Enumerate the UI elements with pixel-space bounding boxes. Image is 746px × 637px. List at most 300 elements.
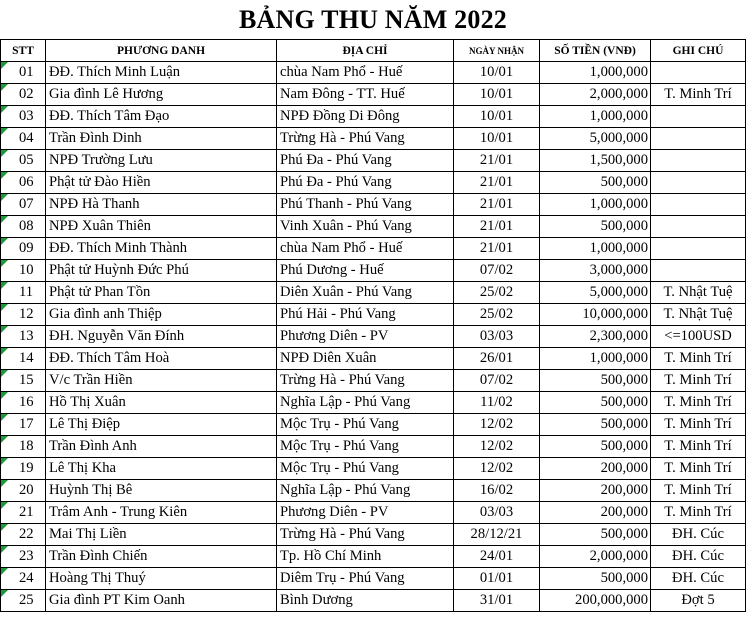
cell-name[interactable] [46,524,277,546]
cell-amount[interactable] [540,128,651,150]
cell-name[interactable] [46,392,277,414]
cell-name[interactable] [46,194,277,216]
cell-date[interactable] [454,260,540,282]
cell-date[interactable] [454,326,540,348]
cell-note-text: T. Minh Trí [664,86,732,102]
table-row [1,62,746,84]
cell-date-text: 21/01 [479,152,514,168]
cell-stt-text: 16 [19,394,34,410]
cell-amount-text: 200,000 [600,460,648,476]
cell-stt[interactable] [1,106,46,128]
cell-amount[interactable] [540,480,651,502]
cell-amount[interactable] [540,216,651,238]
cell-name[interactable] [46,502,277,524]
cell-address[interactable] [277,84,454,106]
cell-stt[interactable] [1,502,46,524]
cell-note[interactable] [651,370,746,392]
cell-amount-text: 3,000,000 [589,262,648,278]
cell-stt-text: 02 [19,86,34,102]
cell-date-text: 10/01 [479,86,514,102]
cell-address[interactable] [277,414,454,436]
header-date[interactable]: NGÀY NHẬN [454,40,540,62]
cell-amount-text: 2,000,000 [589,548,648,564]
table-row [1,150,746,172]
cell-date[interactable] [454,524,540,546]
cell-note-text: <=100USD [664,328,732,344]
cell-stt-text: 12 [19,306,34,322]
cell-stt-text: 25 [19,592,34,608]
cell-date[interactable] [454,106,540,128]
cell-stt[interactable] [1,150,46,172]
cell-date-text: 21/01 [479,240,514,256]
cell-amount[interactable] [540,326,651,348]
cell-stt[interactable] [1,392,46,414]
cell-stt[interactable] [1,480,46,502]
number-as-text-warning-icon [1,150,8,157]
cell-date-text: 31/01 [479,592,514,608]
cell-name-text: Phật tử Đào Hiền [49,174,151,190]
cell-name-text: Trần Đình Chiến [49,548,148,564]
cell-address[interactable] [277,502,454,524]
cell-date[interactable] [454,480,540,502]
cell-amount-text: 2,300,000 [589,328,648,344]
cell-note[interactable] [651,458,746,480]
cell-date-text: 25/02 [479,306,514,322]
cell-name-text: NPĐ Xuân Thiên [49,218,151,234]
cell-amount[interactable] [540,524,651,546]
number-as-text-warning-icon [1,84,8,91]
cell-note[interactable] [651,62,746,84]
cell-date[interactable] [454,62,540,84]
cell-note[interactable] [651,238,746,260]
cell-amount[interactable] [540,282,651,304]
cell-stt[interactable] [1,590,46,612]
cell-date-text: 12/02 [479,438,514,454]
cell-name-text: Hồ Thị Xuân [49,394,126,410]
number-as-text-warning-icon [1,458,8,465]
cell-name-text: Gia đình anh Thiệp [49,306,162,322]
cell-address-text: Phú Thanh - Phú Vang [280,196,412,212]
cell-stt-text: 15 [19,372,34,388]
cell-stt[interactable] [1,282,46,304]
cell-address-text: Phú Dương - Huế [280,262,384,278]
cell-date-text: 01/01 [479,570,514,586]
cell-amount[interactable] [540,150,651,172]
cell-address[interactable] [277,128,454,150]
cell-date[interactable] [454,370,540,392]
number-as-text-warning-icon [1,172,8,179]
number-as-text-warning-icon [1,502,8,509]
cell-address[interactable] [277,106,454,128]
cell-stt[interactable] [1,458,46,480]
cell-note[interactable] [651,194,746,216]
cell-date[interactable] [454,458,540,480]
cell-note[interactable] [651,106,746,128]
cell-amount[interactable] [540,106,651,128]
cell-stt[interactable] [1,414,46,436]
cell-amount[interactable] [540,370,651,392]
cell-date-text: 07/02 [479,372,514,388]
cell-amount[interactable] [540,260,651,282]
cell-date[interactable] [454,194,540,216]
number-as-text-warning-icon [1,238,8,245]
cell-address[interactable] [277,590,454,612]
number-as-text-warning-icon [1,106,8,113]
number-as-text-warning-icon [1,524,8,531]
table-row [1,458,746,480]
cell-amount-text: 10,000,000 [582,306,648,322]
cell-address-text: chùa Nam Phổ - Huế [280,240,403,256]
cell-stt-text: 23 [19,548,34,564]
header-note[interactable]: GHI CHÚ [651,40,746,62]
cell-note[interactable] [651,304,746,326]
table-body [1,62,746,612]
table-row [1,348,746,370]
cell-amount-text: 1,000,000 [589,64,648,80]
cell-date-text: 28/12/21 [470,526,523,542]
number-as-text-warning-icon [1,436,8,443]
cell-name[interactable] [46,128,277,150]
number-as-text-warning-icon [1,480,8,487]
cell-amount-text: 500,000 [600,416,648,432]
cell-stt[interactable] [1,62,46,84]
cell-note[interactable] [651,282,746,304]
cell-note[interactable] [651,392,746,414]
cell-amount-text: 500,000 [600,174,648,190]
cell-address-text: Diêm Trụ - Phú Vang [280,570,405,586]
cell-note-text: T. Minh Trí [664,482,732,498]
number-as-text-warning-icon [1,62,8,69]
cell-name[interactable] [46,348,277,370]
table-row [1,502,746,524]
number-as-text-warning-icon [1,370,8,377]
header-name[interactable]: PHƯƠNG DANH [46,40,277,62]
cell-amount-text: 200,000,000 [575,592,648,608]
cell-stt[interactable] [1,568,46,590]
cell-date-text: 21/01 [479,196,514,212]
number-as-text-warning-icon [1,194,8,201]
cell-address[interactable] [277,436,454,458]
table-row [1,568,746,590]
number-as-text-warning-icon [1,392,8,399]
cell-name-text: Gia đình PT Kim Oanh [49,592,185,608]
cell-amount-text: 5,000,000 [589,130,648,146]
cell-stt[interactable] [1,84,46,106]
cell-stt-text: 22 [19,526,34,542]
cell-name[interactable] [46,216,277,238]
cell-name-text: Mai Thị Liền [49,526,127,542]
cell-amount-text: 2,000,000 [589,86,648,102]
cell-date[interactable] [454,436,540,458]
cell-amount-text: 5,000,000 [589,284,648,300]
table-row [1,172,746,194]
cell-address[interactable] [277,216,454,238]
number-as-text-warning-icon [1,590,8,597]
table-row [1,216,746,238]
cell-name[interactable] [46,458,277,480]
cell-stt[interactable] [1,216,46,238]
cell-stt-text: 18 [19,438,34,454]
table-row [1,260,746,282]
cell-note[interactable] [651,260,746,282]
cell-name[interactable] [46,260,277,282]
cell-note[interactable] [651,502,746,524]
cell-note-text: ĐH. Cúc [672,526,724,542]
cell-note[interactable] [651,326,746,348]
cell-amount[interactable] [540,590,651,612]
cell-stt-text: 10 [19,262,34,278]
cell-date[interactable] [454,392,540,414]
cell-stt[interactable] [1,524,46,546]
table-row [1,546,746,568]
cell-address-text: Nghĩa Lập - Phú Vang [280,394,411,410]
cell-address-text: Phương Diên - PV [280,504,389,520]
cell-date[interactable] [454,568,540,590]
number-as-text-warning-icon [1,348,8,355]
cell-amount[interactable] [540,238,651,260]
cell-date-text: 10/01 [479,64,514,80]
cell-name-text: ĐĐ. Thích Minh Luận [49,64,181,80]
cell-stt-text: 06 [19,174,34,190]
cell-address-text: Bình Dương [280,592,353,608]
cell-amount[interactable] [540,458,651,480]
cell-stt-text: 09 [19,240,34,256]
cell-name[interactable] [46,106,277,128]
cell-address[interactable] [277,194,454,216]
cell-address-text: Vinh Xuân - Phú Vang [280,218,412,234]
cell-date[interactable] [454,216,540,238]
cell-stt-text: 03 [19,108,34,124]
cell-name-text: Gia đình Lê Hương [49,86,164,102]
cell-name[interactable] [46,414,277,436]
cell-name[interactable] [46,326,277,348]
cell-address[interactable] [277,172,454,194]
number-as-text-warning-icon [1,326,8,333]
cell-note-text: T. Nhật Tuệ [663,284,733,300]
cell-amount-text: 1,000,000 [589,350,648,366]
table-row [1,106,746,128]
cell-date[interactable] [454,150,540,172]
cell-note[interactable] [651,216,746,238]
cell-stt[interactable] [1,436,46,458]
cell-amount-text: 1,000,000 [589,240,648,256]
number-as-text-warning-icon [1,260,8,267]
cell-name-text: ĐĐ. Thích Minh Thành [49,240,188,256]
cell-amount-text: 1,500,000 [589,152,648,168]
cell-stt[interactable] [1,194,46,216]
cell-amount[interactable] [540,414,651,436]
cell-name[interactable] [46,62,277,84]
cell-stt[interactable] [1,304,46,326]
cell-stt[interactable] [1,172,46,194]
cell-name[interactable] [46,436,277,458]
cell-stt[interactable] [1,128,46,150]
cell-date-text: 11/02 [480,394,513,410]
cell-address[interactable] [277,392,454,414]
cell-date-text: 07/02 [479,262,514,278]
cell-address-text: Diên Xuân - Phú Vang [280,284,412,300]
cell-note[interactable] [651,414,746,436]
table-row [1,282,746,304]
cell-note-text: T. Nhật Tuệ [663,306,733,322]
cell-date[interactable] [454,238,540,260]
cell-address-text: Phú Đa - Phú Vang [280,152,392,168]
cell-note[interactable] [651,568,746,590]
table-row [1,392,746,414]
table-row [1,326,746,348]
cell-address[interactable] [277,326,454,348]
header-address[interactable]: ĐỊA CHỈ [277,40,454,62]
cell-note-text: Đợt 5 [681,592,715,608]
cell-name[interactable] [46,568,277,590]
cell-amount[interactable] [540,62,651,84]
cell-date[interactable] [454,502,540,524]
cell-address-text: Nam Đông - TT. Huế [280,86,405,102]
cell-date[interactable] [454,590,540,612]
cell-address[interactable] [277,458,454,480]
cell-name[interactable] [46,238,277,260]
cell-address[interactable] [277,546,454,568]
cell-address[interactable] [277,260,454,282]
cell-address-text: Tp. Hồ Chí Minh [280,548,382,564]
cell-stt-text: 17 [19,416,34,432]
cell-amount-text: 500,000 [600,526,648,542]
cell-date[interactable] [454,282,540,304]
cell-name[interactable] [46,590,277,612]
cell-name[interactable] [46,150,277,172]
cell-note[interactable] [651,546,746,568]
cell-note[interactable] [651,84,746,106]
cell-amount[interactable] [540,172,651,194]
cell-date[interactable] [454,128,540,150]
cell-stt[interactable] [1,546,46,568]
cell-note-text: T. Minh Trí [664,394,732,410]
cell-date-text: 16/02 [479,482,514,498]
cell-address-text: Trừng Hà - Phú Vang [280,130,405,146]
cell-name[interactable] [46,282,277,304]
cell-address-text: NPĐ Diên Xuân [280,350,377,366]
cell-address-text: Nghĩa Lập - Phú Vang [280,482,411,498]
cell-date-text: 21/01 [479,174,514,190]
cell-date-text: 12/02 [479,416,514,432]
cell-note[interactable] [651,480,746,502]
cell-address[interactable] [277,304,454,326]
cell-amount-text: 500,000 [600,394,648,410]
table-row [1,194,746,216]
cell-stt[interactable] [1,238,46,260]
cell-note[interactable] [651,524,746,546]
cell-amount[interactable] [540,436,651,458]
cell-address-text: Trừng Hà - Phú Vang [280,526,405,542]
cell-address[interactable] [277,524,454,546]
cell-amount[interactable] [540,348,651,370]
cell-address-text: Phương Diên - PV [280,328,389,344]
cell-date[interactable] [454,414,540,436]
cell-amount-text: 1,000,000 [589,196,648,212]
cell-name[interactable] [46,546,277,568]
cell-name-text: Hoàng Thị Thuý [49,570,146,586]
cell-stt-text: 19 [19,460,34,476]
cell-date-text: 10/01 [479,108,514,124]
cell-address[interactable] [277,348,454,370]
cell-address[interactable] [277,282,454,304]
cell-name-text: ĐĐ. Thích Tâm Hoà [49,350,170,366]
cell-name-text: V/c Trần Hiền [49,372,133,388]
cell-name[interactable] [46,370,277,392]
cell-date-text: 21/01 [479,218,514,234]
cell-date-text: 26/01 [479,350,514,366]
cell-note[interactable] [651,590,746,612]
cell-note[interactable] [651,128,746,150]
cell-date-text: 03/03 [479,328,514,344]
cell-note[interactable] [651,172,746,194]
cell-name[interactable] [46,172,277,194]
cell-amount[interactable] [540,194,651,216]
donation-table [0,39,746,612]
cell-amount[interactable] [540,84,651,106]
cell-amount-text: 1,000,000 [589,108,648,124]
table-row [1,238,746,260]
cell-date[interactable] [454,304,540,326]
cell-amount[interactable] [540,568,651,590]
cell-name-text: Trần Đình Anh [49,438,137,454]
cell-name-text: ĐH. Nguyễn Văn Đính [49,328,185,344]
cell-amount[interactable] [540,502,651,524]
cell-amount[interactable] [540,546,651,568]
cell-stt-text: 08 [19,218,34,234]
cell-date-text: 10/01 [479,130,514,146]
cell-amount[interactable] [540,304,651,326]
cell-address[interactable] [277,480,454,502]
cell-date-text: 25/02 [479,284,514,300]
cell-date[interactable] [454,172,540,194]
cell-name[interactable] [46,480,277,502]
cell-address[interactable] [277,568,454,590]
cell-amount-text: 500,000 [600,218,648,234]
cell-stt-text: 04 [19,130,34,146]
header-stt[interactable]: STT [1,40,46,62]
cell-name[interactable] [46,304,277,326]
cell-stt-text: 05 [19,152,34,168]
number-as-text-warning-icon [1,282,8,289]
cell-name[interactable] [46,84,277,106]
cell-note[interactable] [651,150,746,172]
cell-stt[interactable] [1,260,46,282]
cell-address-text: chùa Nam Phổ - Huế [280,64,403,80]
cell-address[interactable] [277,62,454,84]
header-amount[interactable]: SỐ TIỀN (VNĐ) [540,40,651,62]
cell-date[interactable] [454,84,540,106]
cell-note[interactable] [651,348,746,370]
cell-amount[interactable] [540,392,651,414]
cell-address[interactable] [277,150,454,172]
cell-address[interactable] [277,370,454,392]
cell-date-text: 03/03 [479,504,514,520]
cell-date[interactable] [454,546,540,568]
cell-stt[interactable] [1,348,46,370]
cell-address[interactable] [277,238,454,260]
cell-name-text: Huỳnh Thị Bê [49,482,133,498]
cell-stt[interactable] [1,370,46,392]
cell-name-text: Trần Đình Dinh [49,130,142,146]
table-row [1,480,746,502]
cell-date[interactable] [454,348,540,370]
cell-stt[interactable] [1,326,46,348]
cell-date-text: 24/01 [479,548,514,564]
cell-address-text: Mộc Trụ - Phú Vang [280,460,399,476]
cell-note[interactable] [651,436,746,458]
cell-name-text: NPĐ Hà Thanh [49,196,140,212]
